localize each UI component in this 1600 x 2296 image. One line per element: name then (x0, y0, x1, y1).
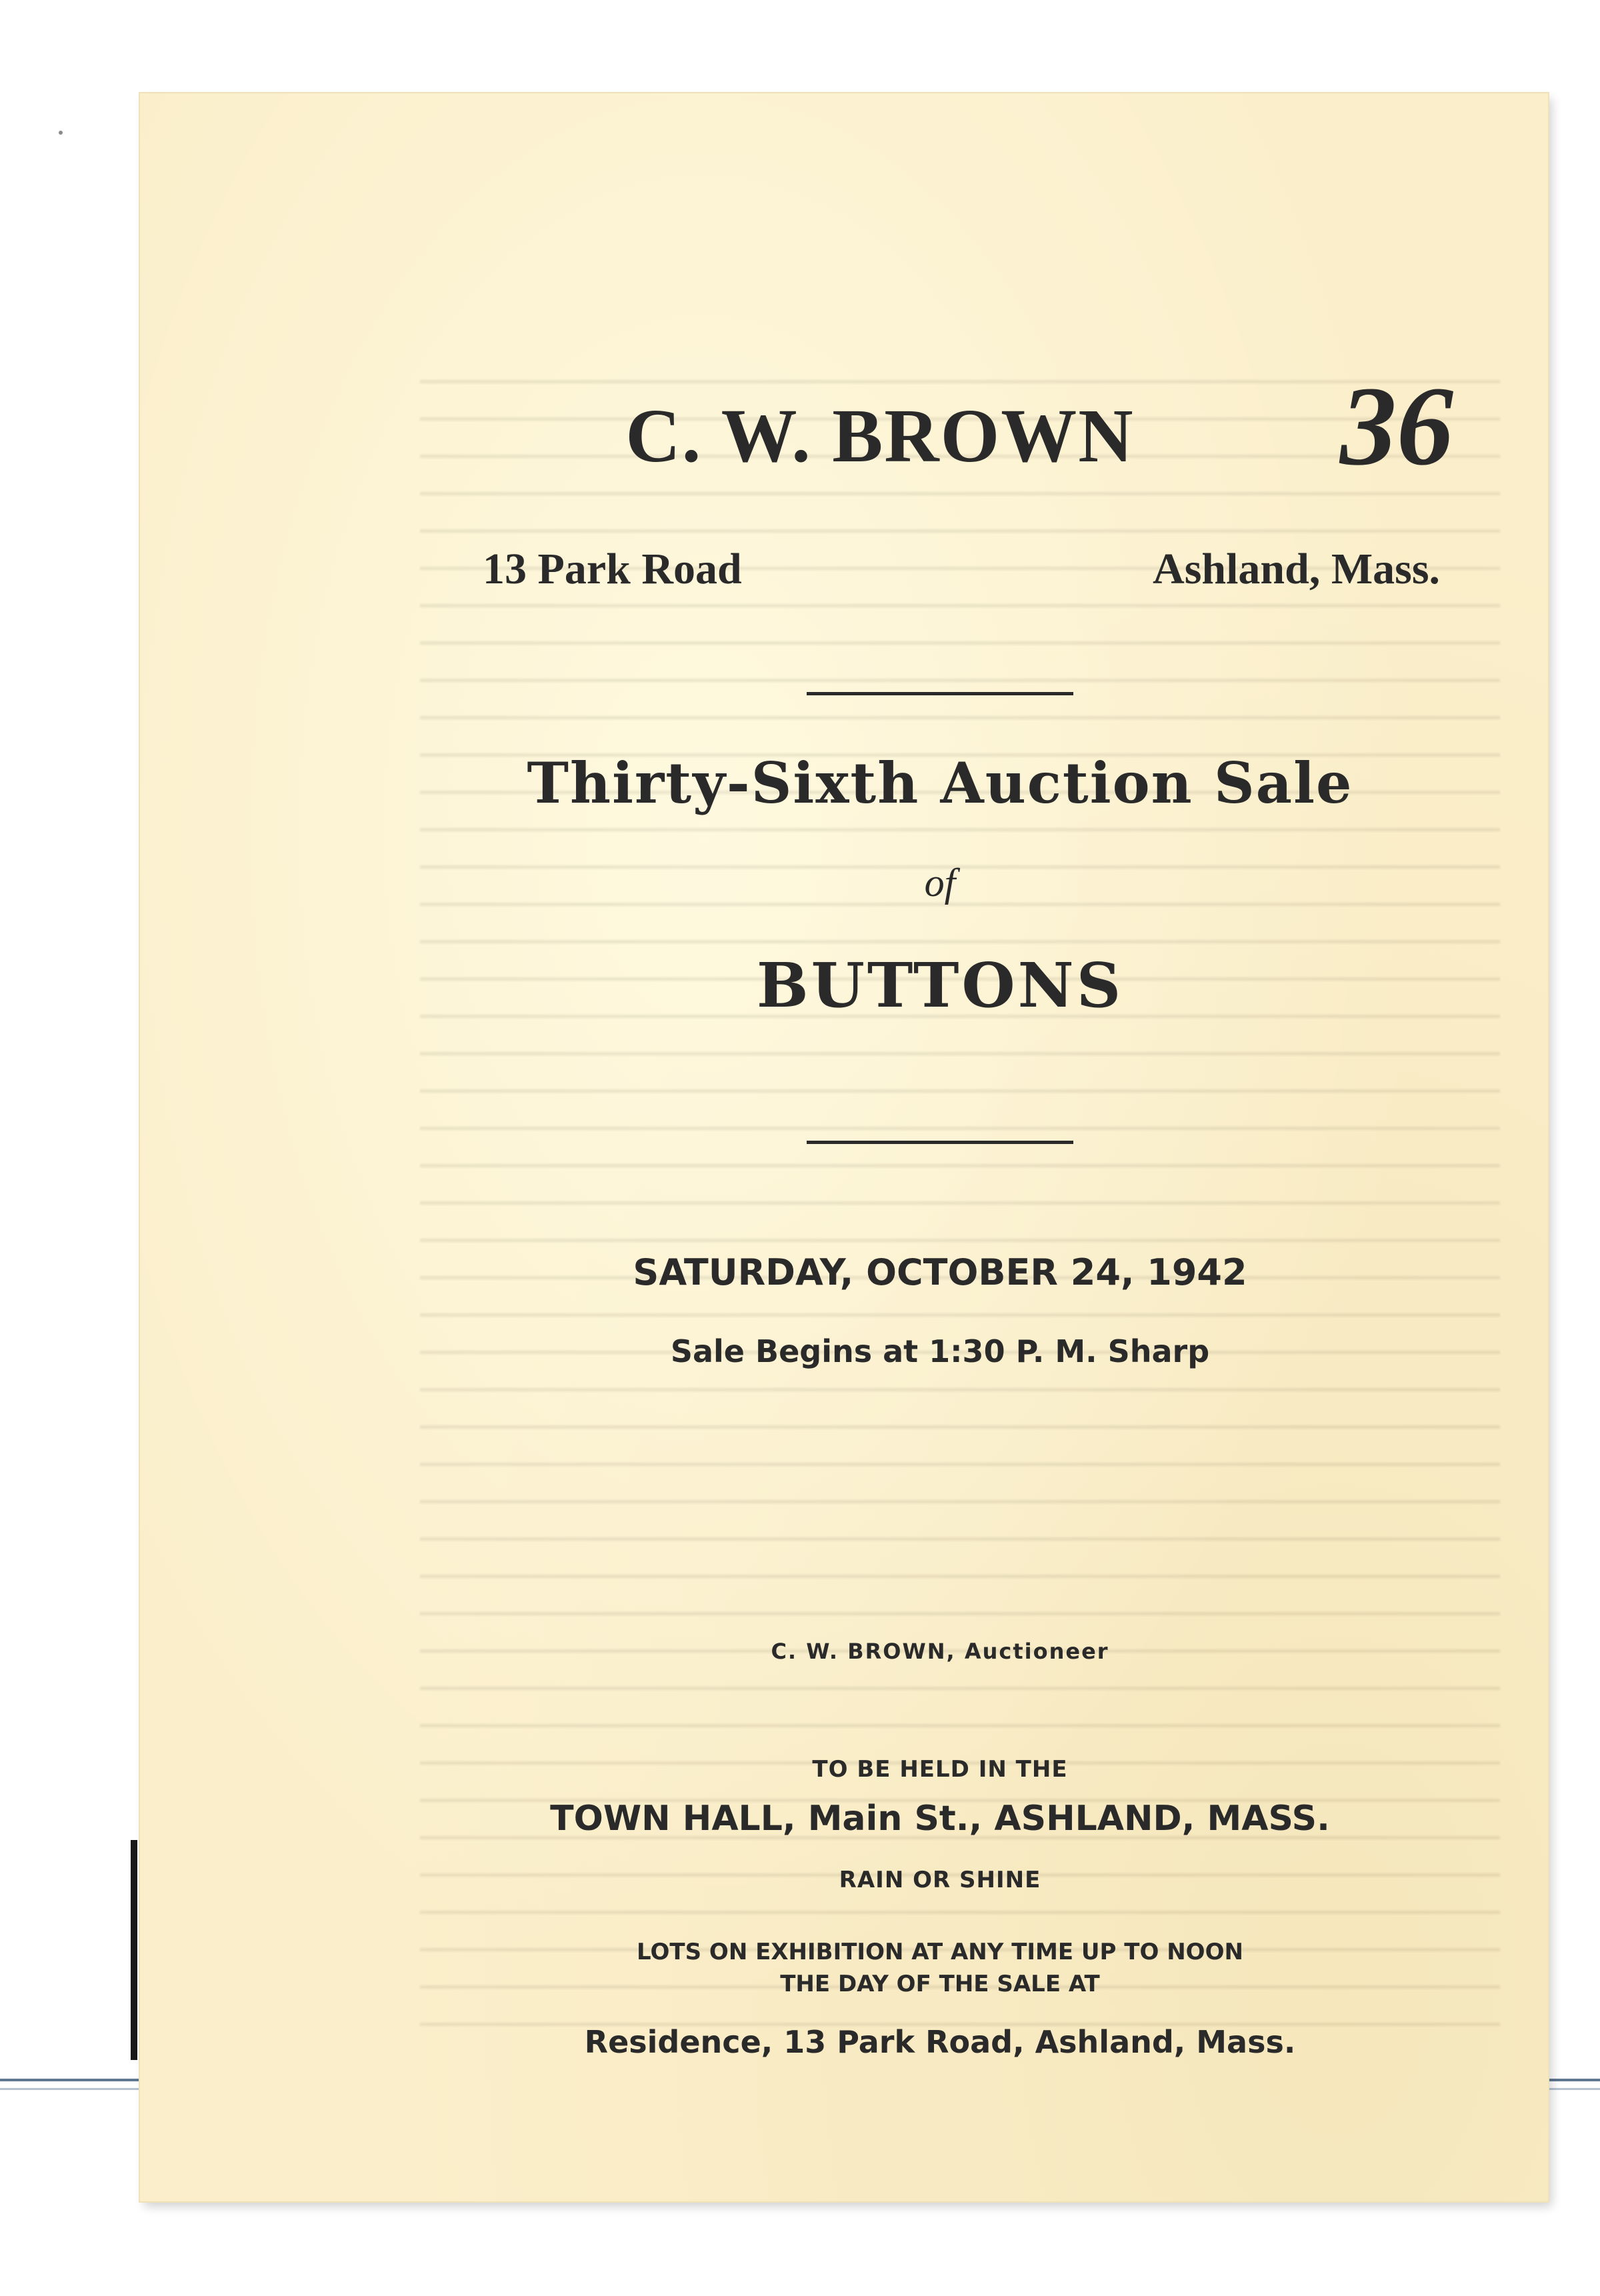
divider-rule-bottom (807, 1141, 1073, 1144)
street-address: 13 Park Road (483, 545, 742, 593)
booklet-spine-edge (131, 1840, 137, 2060)
event-title: Thirty-Sixth Auction Sale (527, 750, 1353, 816)
exhibition-notice-line-1: LOTS ON EXHIBITION AT ANY TIME UP TO NOON (637, 1939, 1243, 1965)
catalog-cover-page (140, 93, 1548, 2201)
auctioneer-credit: C. W. BROWN, Auctioneer (771, 1639, 1109, 1664)
venue-intro: TO BE HELD IN THE (812, 1756, 1068, 1783)
sale-number: 36 (1340, 363, 1453, 489)
auctioneer-brand-heading: C. W. BROWN (625, 393, 1135, 478)
venue: TOWN HALL, Main St., ASHLAND, MASS. (550, 1799, 1330, 1839)
dust-speck (59, 131, 63, 135)
exhibition-notice-line-2: THE DAY OF THE SALE AT (780, 1971, 1100, 1997)
divider-rule-top (807, 692, 1073, 695)
weather-notice: RAIN OR SHINE (839, 1867, 1041, 1893)
exhibition-location: Residence, 13 Park Road, Ashland, Mass. (584, 2024, 1296, 2060)
sale-start-time: Sale Begins at 1:30 P. M. Sharp (670, 1333, 1210, 1369)
sale-date: SATURDAY, OCTOBER 24, 1942 (633, 1251, 1247, 1293)
reverse-side-show-through (420, 380, 1500, 2047)
title-connector: of (924, 861, 956, 905)
sale-subject: BUTTONS (756, 949, 1124, 1021)
town-address: Ashland, Mass. (1153, 545, 1440, 593)
